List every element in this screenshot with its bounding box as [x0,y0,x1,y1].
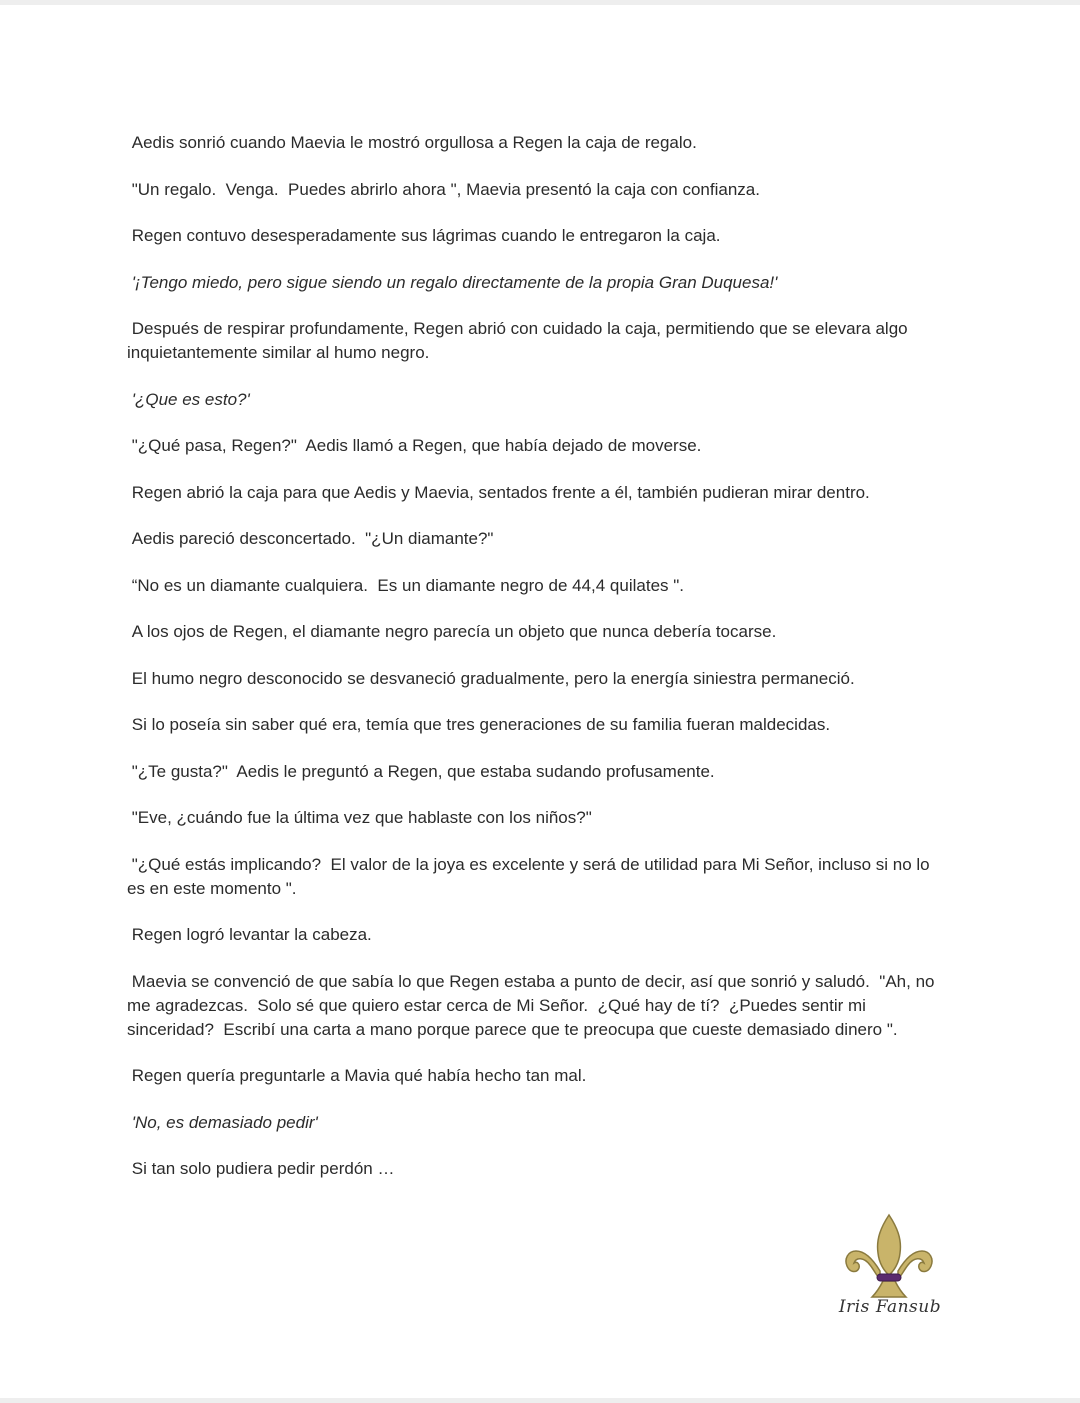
paragraph: Regen logró levantar la cabeza. [127,925,372,944]
paragraph: “No es un diamante cualquiera. Es un diamante negro de 44,4 quilates ". [127,575,685,595]
paragraph-thought: '¿Que es esto?' [127,389,250,409]
paragraph: El humo negro desconocido se desvaneció gradualmente, pero la energía siniestra permaneció. [127,668,855,688]
paragraph: Regen contuvo desesperadamente sus lágrimas cuando le entregaron la caja. [127,226,721,245]
document-body [127,131,947,1204]
paragraph: "¿Qué estás implicando? El valor de la joya es excelente y será de utilidad para Mi Señor, incluso si no lo es en este momento ". [127,854,935,898]
paragraph: "Eve, ¿cuándo fue la última vez que hablaste con los niños?" [127,808,592,827]
paragraph: "Un regalo. Venga. Puedes abrirlo ahora ", Maevia presentó la caja con confianza. [127,179,760,199]
paragraph-thought: 'No, es demasiado pedir' [127,1112,318,1132]
paragraph: Maevia se convenció de que sabía lo que Regen estaba a punto de decir, así que sonrió y saludó. "Ah, no me agradezcas. Solo sé que quiero estar cerca de Mi Señor. ¿Qué hay de tí? ¿Puedes sentir mi sinceridad? Escribí una carta a mano porque parece que te preocupa que cueste demasiado dinero ". [127,971,940,1039]
fleur-de-lis-icon [844,1213,934,1299]
paragraph-thought: '¡Tengo miedo, pero sigue siendo un regalo directamente de la propia Gran Duquesa!' [127,272,778,292]
paragraph: Aedis sonrió cuando Maevia le mostró orgullosa a Regen la caja de regalo. [127,133,697,152]
paragraph: Después de respirar profundamente, Regen abrió con cuidado la caja, permitiendo que se elevara algo inquietantemente similar al humo negro. [127,319,913,362]
logo-text: Iris Fansub [838,1297,942,1317]
paragraph: "¿Qué pasa, Regen?" Aedis llamó a Regen, que había dejado de moverse. [127,436,702,455]
paragraph: Regen abrió la caja para que Aedis y Maevia, sentados frente a él, también pudieran mirar dentro. [127,482,870,502]
iris-fansub-logo [838,1213,942,1325]
paragraph: "¿Te gusta?" Aedis le preguntó a Regen, que estaba sudando profusamente. [127,761,715,781]
paragraph: Si tan solo pudiera pedir perdón … [127,1159,395,1178]
paragraph: Regen quería preguntarle a Mavia qué había hecho tan mal. [127,1066,587,1085]
paragraph: Si lo poseía sin saber qué era, temía que tres generaciones de su familia fueran maldecidas. [127,715,831,734]
document-page [0,5,1080,1398]
paragraph: Aedis pareció desconcertado. "¿Un diamante?" [127,529,494,548]
paragraph: A los ojos de Regen, el diamante negro parecía un objeto que nunca debería tocarse. [127,622,777,641]
